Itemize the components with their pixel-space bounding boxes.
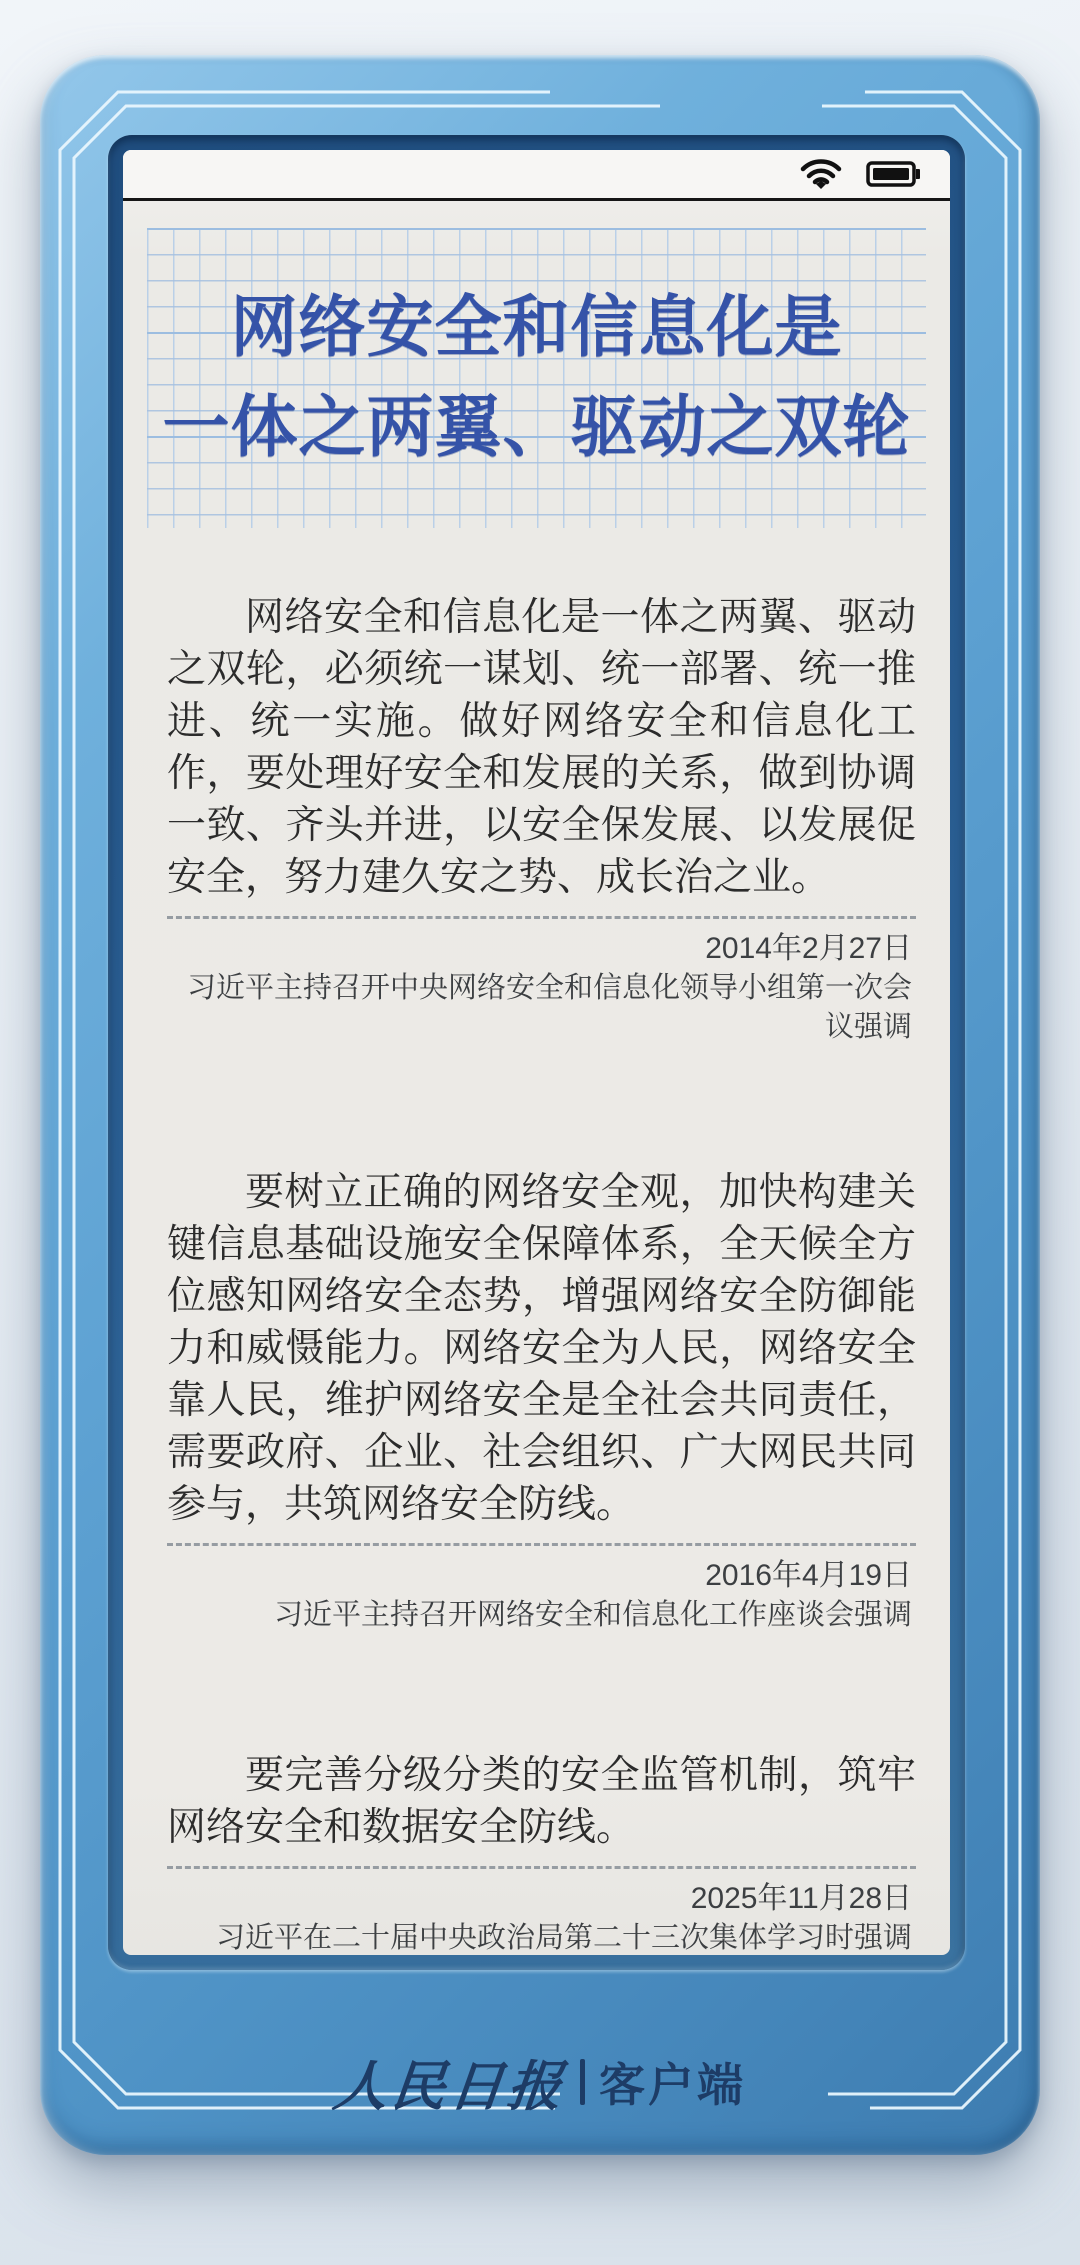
- quote-date: 2025年11月28日: [690, 1882, 912, 1915]
- quote-source: 习近平主持召开网络安全和信息化工作座谈会强调: [273, 1599, 912, 1631]
- footer-brand: [40, 2027, 1040, 2137]
- quote-source: 习近平在二十届中央政治局第二十三次集体学习时强调: [215, 1922, 912, 1954]
- quotes-content: [123, 592, 950, 1955]
- quote-source: 习近平主持召开中央网络安全和信息化领导小组第一次会议强调: [186, 972, 912, 1043]
- screen-bezel: [108, 135, 965, 1970]
- status-bar: [123, 150, 950, 201]
- peoples-daily-logotype: 人民日报: [330, 2053, 569, 2118]
- quote-meta: [167, 1879, 916, 1955]
- quote-text: 要完善分级分类的安全监管机制，筑牢网络安全和数据安全防线。: [167, 1753, 916, 1850]
- quote-date: 2016年4月19日: [705, 1559, 912, 1592]
- page-title-line2: 一体之两翼、驱动之双轮: [162, 390, 911, 465]
- wifi-icon: [800, 158, 842, 190]
- dashed-divider: [167, 1866, 916, 1869]
- quote-meta: [167, 1556, 916, 1635]
- quote-meta: [167, 929, 916, 1047]
- page-title-line1: 网络安全和信息化是: [230, 290, 843, 365]
- dashed-divider: [167, 1543, 916, 1546]
- title-grid-panel: [147, 228, 926, 528]
- brand-divider-bar: [580, 2059, 585, 2105]
- quote-text: 网络安全和信息化是一体之两翼、驱动之双轮，必须统一谋划、统一部署、统一推进、统一实施。做好网络安全和信息化工作，要处理好安全和发展的关系，做到协调一致、齐头并进，以安全保发展、以发展促安全，努力建久安之势、成长治之业。: [167, 595, 916, 900]
- dashed-divider: [167, 916, 916, 919]
- screen: [123, 150, 950, 1955]
- tablet-device-frame: [40, 55, 1040, 2155]
- quote-text: 要树立正确的网络安全观，加快构建关键信息基础设施安全保障体系，全天候全方位感知网络安全态势，增强网络安全防御能力和威慑能力。网络安全为人民，网络安全靠人民，维护网络安全是全社会共同责任，需要政府、企业、社会组织、广大网民共同参与，共筑网络安全防线。: [167, 1170, 916, 1527]
- battery-icon: [866, 160, 922, 188]
- quote-date: 2014年2月27日: [705, 932, 912, 965]
- brand-client-label: 客户端: [599, 2059, 746, 2111]
